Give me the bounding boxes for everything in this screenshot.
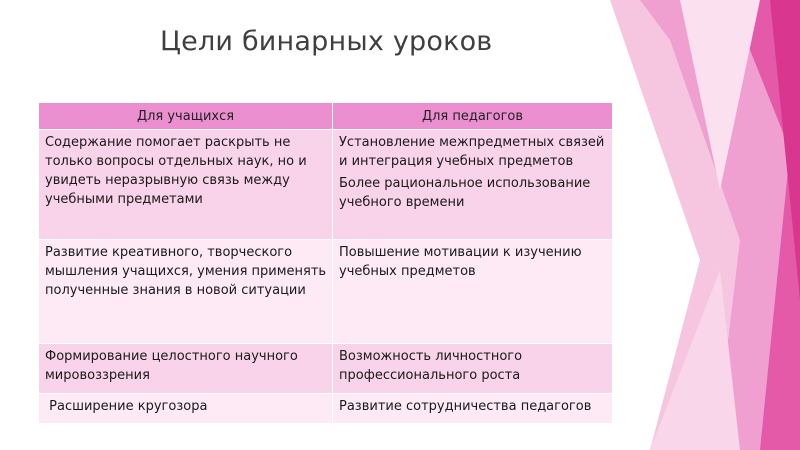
table-row bbox=[39, 240, 613, 344]
teachers-goal-item: Повышение мотивации к изучению учебных предметов bbox=[339, 245, 582, 279]
slide-title: Цели бинарных уроков bbox=[160, 26, 493, 57]
teachers-goal-item: Возможность личностного профессионального роста bbox=[339, 349, 523, 383]
students-goal-cell: Формирование целостного научного мировоззрения bbox=[39, 344, 333, 394]
teachers-goal-cell bbox=[333, 394, 613, 424]
column-header-teachers: Для педагогов bbox=[333, 103, 613, 130]
teachers-goal-item: Более рациональное использование учебного времени bbox=[339, 176, 591, 210]
column-header-students: Для учащихся bbox=[39, 103, 333, 130]
teachers-goal-cell bbox=[333, 130, 613, 240]
table-header-row bbox=[39, 103, 613, 130]
teachers-goal-cell bbox=[333, 240, 613, 344]
teachers-goal-cell bbox=[333, 344, 613, 394]
teachers-goal-item: Развитие сотрудничества педагогов bbox=[339, 399, 592, 414]
table-row bbox=[39, 394, 613, 424]
goals-table bbox=[38, 102, 613, 424]
table-row bbox=[39, 130, 613, 240]
students-goal-cell: Содержание помогает раскрыть не только вопросы отдельных наук, но и увидеть неразрывную связь между учебными предметами bbox=[39, 130, 333, 240]
students-goal-cell: Развитие креативного, творческого мышления учащихся, умения применять полученные знания в новой ситуации bbox=[39, 240, 333, 344]
table-row bbox=[39, 344, 613, 394]
students-goal-cell: Расширение кругозора bbox=[39, 394, 333, 424]
teachers-goal-item: Установление межпредметных связей и интеграция учебных предметов bbox=[339, 135, 605, 169]
